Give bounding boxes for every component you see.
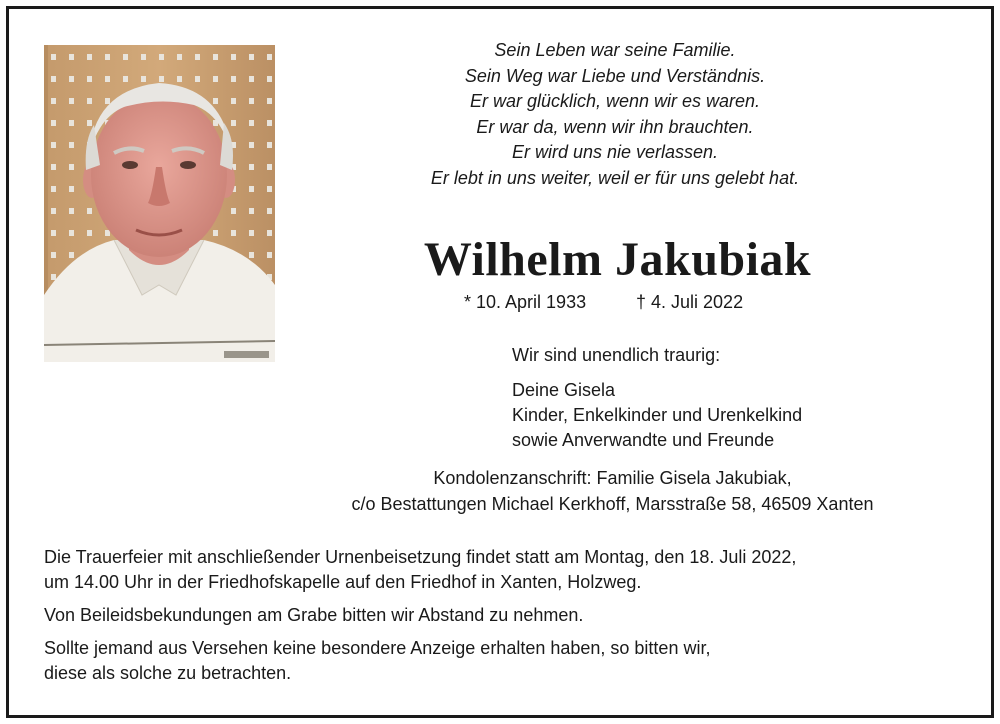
poem-line: Sein Weg war Liebe und Verständnis.	[464, 65, 766, 86]
poem-line: Er wird uns nie verlassen.	[511, 142, 719, 162]
mourners-intro: Wir sind unendlich traurig:	[512, 345, 721, 365]
mourner-line: Deine Gisela	[512, 380, 616, 400]
mourners-block	[512, 343, 802, 453]
request-line: Von Beileidsbekundungen am Grabe bitten wir Abstand zu nehmen.	[44, 605, 584, 625]
ceremony-info	[44, 545, 944, 694]
condolence-line: c/o Bestattungen Michael Kerkhoff, Marsstraße 58, 46509 Xanten	[351, 493, 874, 514]
notice-line: Sollte jemand aus Versehen keine besondere Anzeige erhalten haben, so bitten wir,	[44, 638, 711, 658]
notice-line: diese als solche zu betrachten.	[44, 663, 292, 683]
poem-line: Er war glücklich, wenn wir es waren.	[469, 91, 761, 111]
portrait-photo	[44, 45, 275, 362]
notice-paragraph	[44, 636, 944, 686]
poem-line: Er lebt in uns weiter, weil er für uns gelebt hat.	[430, 167, 800, 188]
poem-line: Sein Leben war seine Familie.	[494, 40, 736, 60]
request-paragraph	[44, 603, 944, 628]
deceased-name: Wilhelm Jakubiak	[423, 233, 812, 286]
ceremony-line: um 14.00 Uhr in der Friedhofskapelle auf den Friedhof in Xanten, Holzweg.	[44, 572, 642, 592]
death-date: † 4. Juli 2022	[636, 292, 744, 312]
condolence-line: Kondolenzanschrift: Familie Gisela Jakubiak,	[433, 468, 792, 488]
mourner-line: sowie Anverwandte und Freunde	[512, 430, 775, 450]
ceremony-line: Die Trauerfeier mit anschließender Urnenbeisetzung findet statt am Montag, den 18. Juli 2022,	[44, 547, 797, 567]
memorial-poem	[360, 38, 870, 191]
condolence-address	[300, 466, 925, 517]
birth-date: * 10. April 1933	[464, 292, 587, 312]
ceremony-paragraph	[44, 545, 944, 595]
mourner-line: Kinder, Enkelkinder und Urenkelkind	[512, 405, 803, 425]
poem-line: Er war da, wenn wir ihn brauchten.	[476, 116, 754, 137]
